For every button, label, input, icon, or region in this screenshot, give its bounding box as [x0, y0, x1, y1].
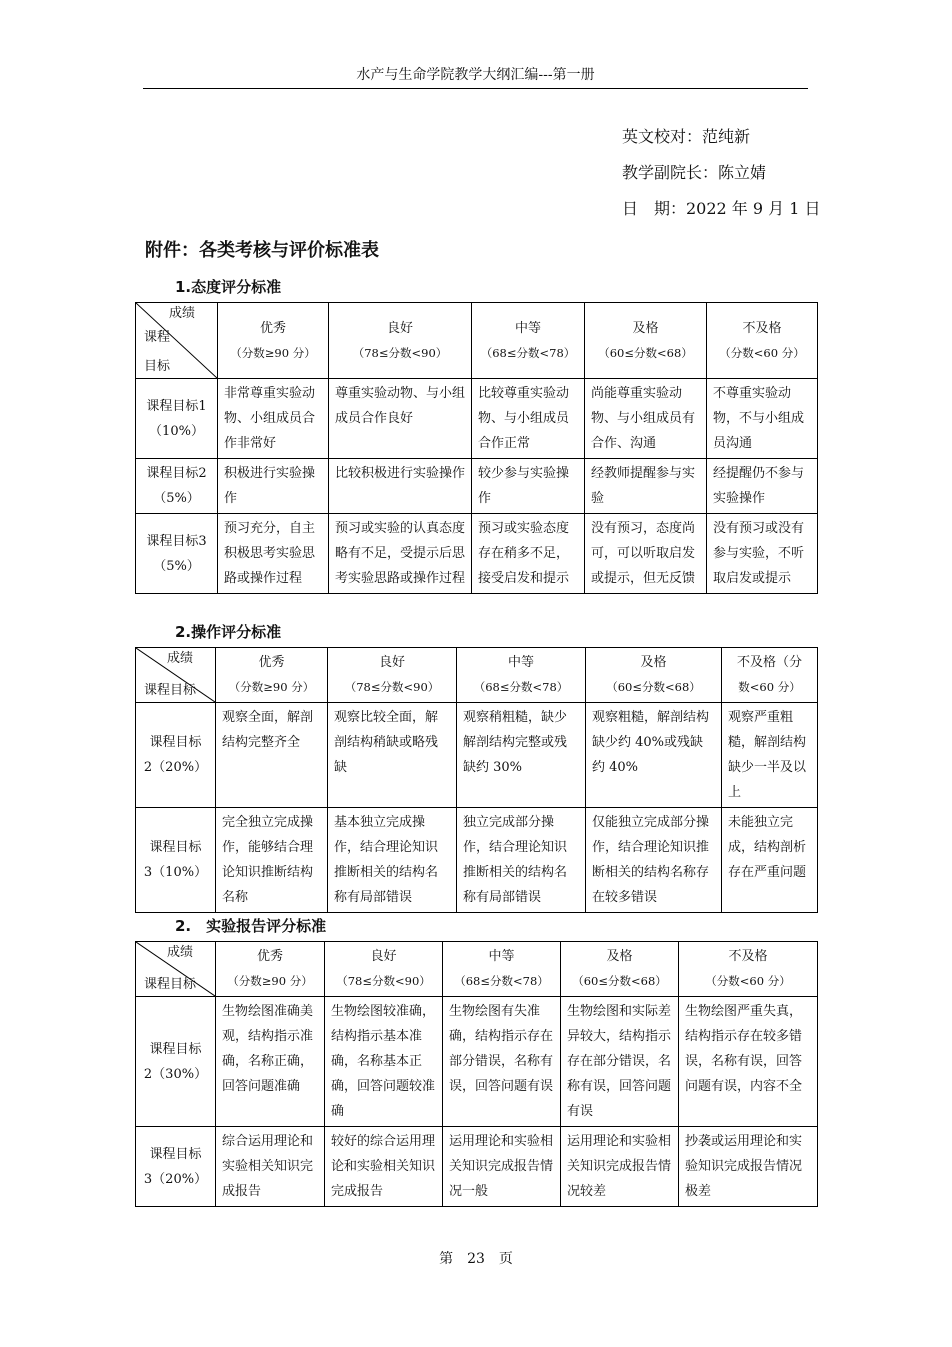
criteria-cell: 观察严重粗糙，解剖结构缺少一半及以上 — [722, 703, 818, 808]
criteria-cell: 抄袭或运用理论和实验知识完成报告情况极差 — [679, 1127, 818, 1207]
corner-label-goal: 课程目标 — [144, 683, 197, 698]
corner-label-goal: 课程目标 — [144, 977, 197, 992]
attitude-table — [135, 302, 818, 594]
goal-cell: 课程目标3 （5%） — [136, 514, 218, 594]
corner-label-goal: 目标 — [144, 359, 171, 374]
criteria-cell: 预习或实验态度存在稍多不足，接受启发和提示 — [472, 514, 585, 594]
signature-proofreader: 英文校对：范纯新 — [622, 127, 751, 146]
criteria-cell: 较少参与实验操作 — [472, 459, 585, 514]
attitude-corner-cell — [136, 303, 218, 379]
criteria-cell: 观察全面，解剖结构完整齐全 — [216, 703, 328, 808]
header-good: 良好 （78≤分数<90） — [329, 303, 472, 379]
criteria-cell: 运用理论和实验相关知识完成报告情况一般 — [443, 1127, 561, 1207]
header-fail: 不及格 （分数<60 分） — [679, 942, 818, 997]
criteria-cell: 没有预习，态度尚可，可以听取启发或提示，但无反馈 — [585, 514, 707, 594]
criteria-cell: 经提醒仍不参与实验操作 — [707, 459, 818, 514]
criteria-cell: 未能独立完成，结构剖析存在严重问题 — [722, 808, 818, 913]
corner-label-grade: 成绩 — [166, 651, 193, 666]
criteria-cell: 积极进行实验操作 — [218, 459, 329, 514]
table-row — [136, 514, 818, 594]
operation-corner-cell — [136, 648, 216, 703]
table-row — [136, 703, 818, 808]
criteria-cell: 较好的综合运用理论和实验相关知识完成报告 — [325, 1127, 443, 1207]
criteria-cell: 比较积极进行实验操作 — [329, 459, 472, 514]
criteria-cell: 不尊重实验动物，不与小组成员沟通 — [707, 379, 818, 459]
criteria-cell: 非常尊重实验动物、小组成员合作非常好 — [218, 379, 329, 459]
criteria-cell: 尚能尊重实验动物、与小组成员有合作、沟通 — [585, 379, 707, 459]
table-row — [136, 459, 818, 514]
table-row — [136, 1127, 818, 1207]
criteria-cell: 尊重实验动物、与小组成员合作良好 — [329, 379, 472, 459]
criteria-cell: 生物绘图严重失真，结构指示存在较多错误，名称有误，回答问题有误，内容不全 — [679, 997, 818, 1127]
appendix-title: 附件：各类考核与评价标准表 — [145, 240, 379, 261]
header-pass: 及格 （60≤分数<68） — [561, 942, 679, 997]
report-table — [135, 941, 818, 1207]
criteria-cell: 预习或实验的认真态度略有不足，受提示后思考实验思路或操作过程 — [329, 514, 472, 594]
criteria-cell: 预习充分，自主积极思考实验思路或操作过程 — [218, 514, 329, 594]
goal-cell: 课程目标 2（30%） — [136, 997, 216, 1127]
criteria-cell: 运用理论和实验相关知识完成报告情况较差 — [561, 1127, 679, 1207]
header-medium: 中等 （68≤分数<78） — [457, 648, 586, 703]
criteria-cell: 生物绘图准确美观，结构指示准确，名称正确，回答问题准确 — [216, 997, 325, 1127]
criteria-cell: 观察粗糙，解剖结构缺少约 40%或残缺约 40% — [586, 703, 722, 808]
criteria-cell: 观察比较全面，解剖结构稍缺或略残缺 — [328, 703, 457, 808]
header-pass: 及格 （60≤分数<68） — [586, 648, 722, 703]
goal-cell: 课程目标1 （10%） — [136, 379, 218, 459]
table-row — [136, 997, 818, 1127]
goal-cell: 课程目标 2（20%） — [136, 703, 216, 808]
criteria-cell: 仅能独立完成部分操作，结合理论知识推断相关的结构名称存在较多错误 — [586, 808, 722, 913]
header-excellent: 优秀 （分数≥90 分） — [218, 303, 329, 379]
corner-label-grade: 成绩 — [168, 306, 195, 321]
criteria-cell: 生物绘图有失准确，结构指示存在部分错误，名称有误，回答问题有误 — [443, 997, 561, 1127]
goal-cell: 课程目标2 （5%） — [136, 459, 218, 514]
signature-dean: 教学副院长：陈立婧 — [622, 163, 767, 182]
header-rule — [143, 88, 808, 89]
operation-section-title: 2.操作评分标准 — [175, 623, 282, 641]
criteria-cell: 综合运用理论和实验相关知识完成报告 — [216, 1127, 325, 1207]
operation-table — [135, 647, 818, 913]
header-medium: 中等 （68≤分数<78） — [443, 942, 561, 997]
goal-cell: 课程目标 3（20%） — [136, 1127, 216, 1207]
criteria-cell: 完全独立完成操作，能够结合理论知识推断结构名称 — [216, 808, 328, 913]
signature-date: 日 期：2022 年 9 月 1 日 — [622, 199, 821, 218]
header-good: 良好 （78≤分数<90） — [325, 942, 443, 997]
criteria-cell: 生物绘图和实际差异较大，结构指示存在部分错误，名称有误，回答问题有误 — [561, 997, 679, 1127]
page-number: 第 23 页 — [439, 1251, 513, 1267]
attitude-section-title: 1.态度评分标准 — [175, 278, 282, 296]
corner-label-grade: 成绩 — [166, 945, 193, 960]
header-medium: 中等 （68≤分数<78） — [472, 303, 585, 379]
criteria-cell: 基本独立完成操作，结合理论知识推断相关的结构名称有局部错误 — [328, 808, 457, 913]
table-row — [136, 379, 818, 459]
header-fail: 不及格（分 数<60 分） — [722, 648, 818, 703]
header-excellent: 优秀 （分数≥90 分） — [216, 648, 328, 703]
criteria-cell: 生物绘图较准确，结构指示基本准确，名称基本正确，回答问题较准确 — [325, 997, 443, 1127]
header-good: 良好 （78≤分数<90） — [328, 648, 457, 703]
page-header: 水产与生命学院教学大纲汇编---第一册 — [356, 67, 595, 83]
criteria-cell: 比较尊重实验动物、与小组成员合作正常 — [472, 379, 585, 459]
criteria-cell: 经教师提醒参与实验 — [585, 459, 707, 514]
header-pass: 及格 （60≤分数<68） — [585, 303, 707, 379]
report-section-title: 2. 实验报告评分标准 — [175, 917, 327, 935]
criteria-cell: 独立完成部分操作，结合理论知识推断相关的结构名称有局部错误 — [457, 808, 586, 913]
table-row — [136, 808, 818, 913]
criteria-cell: 没有预习或没有参与实验，不听取启发或提示 — [707, 514, 818, 594]
corner-label-course: 课程 — [144, 330, 171, 345]
header-fail: 不及格 （分数<60 分） — [707, 303, 818, 379]
header-excellent: 优秀 （分数≥90 分） — [216, 942, 325, 997]
report-corner-cell — [136, 942, 216, 997]
goal-cell: 课程目标 3（10%） — [136, 808, 216, 913]
criteria-cell: 观察稍粗糙，缺少解剖结构完整或残缺约 30% — [457, 703, 586, 808]
